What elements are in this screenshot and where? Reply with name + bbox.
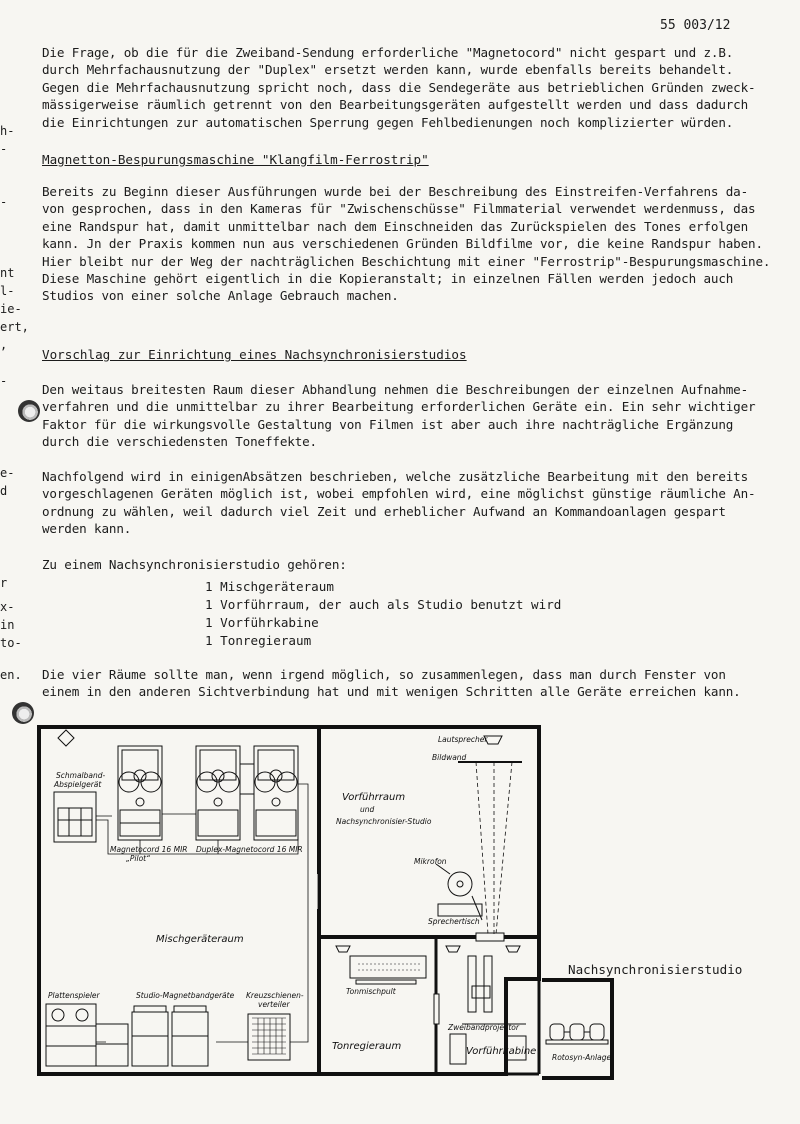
text-line: Die vier Räume sollte man, wenn irgend möglich, so zusammenlegen, dass man durch Fenster von (42, 667, 726, 682)
text-line: Die Frage, ob die für die Zweiband-Sendung erforderliche "Magnetocord" nicht gespart und z.B. (42, 45, 734, 60)
paragraph (42, 44, 772, 131)
loudspeaker (336, 946, 350, 952)
text-line: kann. Jn der Praxis kommen nun aus verschiedenen Gründen Bildfilme vor, die keine Randspur haben. (42, 236, 763, 252)
floor-plan-title: Nachsynchronisierstudio (568, 962, 743, 977)
outer-wall (39, 727, 539, 1074)
label-screen: Bildwand (432, 753, 467, 762)
list-intro: Zu einem Nachsynchronisierstudio gehören: (42, 557, 347, 572)
margin-note: ert, (0, 320, 29, 334)
text-line: mässigerweise räumlich getrennt von den Bearbeitungsgeräten aufgestellt werden und dass dadurch (42, 97, 749, 113)
label-record-player: Plattenspieler (48, 991, 100, 1000)
margin-note: , (0, 338, 8, 352)
margin-note: ie- (0, 302, 22, 316)
margin-note: h- (0, 124, 15, 138)
label-speaker: Lautsprecher (438, 735, 488, 744)
paragraph (42, 183, 772, 305)
text-line: ordnung zu wählen, weil dadurch viel Zeit und erheblicher Aufwand an Kommandoanlagen gespart (42, 503, 726, 519)
label-crossbar: verteiler (258, 1000, 290, 1009)
text-line: werden kann. (42, 521, 132, 537)
label-crossbar: Kreuzschienen- (246, 991, 304, 1000)
paragraph (42, 381, 772, 451)
record-player (46, 1004, 96, 1066)
margin-note: in (0, 618, 15, 632)
narrow-film-player (54, 792, 96, 842)
lamp-symbol (58, 730, 74, 746)
text-line: von gesprochen, dass in den Kameras für "Zwischenschüsse" Filmmaterial verwendet werdenmuss, das (42, 201, 756, 217)
margin-note: - (0, 142, 8, 156)
label-studio-tape: Studio-Magnetbandgeräte (136, 991, 235, 1000)
text-line: Nachfolgend wird in einigenAbsätzen beschrieben, welche zusätzliche Bearbeitung mit den bereits (42, 469, 749, 484)
margin-note: x- (0, 600, 15, 614)
paragraph (42, 468, 772, 538)
text-line: einem in den anderen Sichtverbindung hat und mit wenigen Schritten alle Geräte erreichen kann. (42, 684, 741, 700)
text-line: eine Randspur hat, damit unmittelbar nach dem Einschneiden das Zurückspielen des Tones erfolgen (42, 218, 749, 234)
room-mixing: Mischgeräteraum (156, 934, 244, 945)
list-item: 1 Tonregieraum (205, 633, 312, 648)
margin-note: r (0, 576, 8, 590)
room-projection-booth: Vorführkabine (466, 1046, 537, 1057)
duplex-magnetocord-machine (196, 746, 298, 840)
text-line: durch Mehrfachausnutzung der "Duplex" ersetzt werden kann, wurde ebenfalls bereits behandelt. (42, 62, 734, 78)
label-pilot: „Pilot“ (126, 854, 150, 863)
margin-note: en. (0, 668, 22, 682)
room-sound-control: Tonregieraum (332, 1041, 402, 1052)
rotosyn-room (540, 978, 614, 1080)
text-line: Diese Maschine gehört eigentlich in die Kopieranstalt; in einzelnen Fällen werden jedoch auch (42, 271, 734, 287)
text-line: vorgeschlagenen Geräten möglich ist, wobei empfohlen wird, eine möglichst günstige räumliche An- (42, 486, 756, 502)
text-line: verfahren und die unmittelbar zu ihrer Bearbeitung erforderlichen Geräte ein. Ein sehr wichtiger (42, 399, 756, 415)
room-projection: Vorführraum (342, 792, 406, 803)
label-narrow-film-player: Schmalband- (56, 771, 106, 780)
label-microphone: Mikrofon (414, 857, 447, 866)
floor-plan (36, 724, 542, 1078)
label-rotosyn: Rotosyn-Anlage (552, 1053, 612, 1062)
text-line: Gegen die Mehrfachausnutzung spricht noch, dass die Sendegeräte aus betrieblichen Gründen zweck- (42, 79, 756, 95)
microphone (448, 872, 472, 896)
text-line: Studios von einer solche Anlage Gebrauch machen. (42, 288, 399, 304)
mixing-console (350, 956, 426, 978)
text-line: Bereits zu Beginn dieser Ausführungen wurde bei der Beschreibung des Einstreifen-Verfahrens da- (42, 184, 749, 199)
section-heading: Vorschlag zur Einrichtung eines Nachsynchronisierstudios (42, 347, 467, 362)
punch-hole (12, 702, 34, 724)
projection-window (476, 933, 504, 941)
margin-note: - (0, 374, 8, 388)
label-duplex: Duplex-Magnetocord 16 MIR (196, 845, 303, 854)
text-line: Hier bleibt nur der Weg der nachträglichen Beschichtung mit einer "Ferrostrip"-Bespurungsmaschine. (42, 253, 771, 269)
crossbar-distributor (248, 1014, 290, 1060)
studio-tape-recorders (96, 1006, 208, 1066)
margin-note: - (0, 195, 8, 209)
projection-beam (476, 762, 512, 934)
room-projection-sub: und (360, 805, 375, 814)
margin-note: nt (0, 266, 15, 280)
room-projection-sub: Nachsynchronisier-Studio (336, 817, 432, 826)
speaker-desk (438, 904, 482, 916)
section-heading: Magnetton-Bespurungsmaschine "Klangfilm-Ferrostrip" (42, 152, 429, 167)
window (434, 994, 439, 1024)
list-item: 1 Mischgeräteraum (205, 579, 334, 594)
margin-note: l- (0, 284, 15, 298)
text-line: Den weitaus breitesten Raum dieser Abhandlung nehmen die Beschreibungen der einzelnen Aufnahme- (42, 382, 749, 397)
margin-note: d (0, 484, 8, 498)
rotosyn-installation (546, 1024, 608, 1044)
text-line: Faktor für die wirkungsvolle Gestaltung von Filmen ist aber auch ihre nachträgliche Ergänzung (42, 416, 734, 432)
margin-note: e- (0, 466, 15, 480)
list-item: 1 Vorführkabine (205, 615, 319, 630)
label-mixer: Tonmischpult (346, 987, 396, 996)
label-narrow-film-player: Abspielgerät (54, 780, 102, 789)
text-line: die Einrichtungen zur automatischen Sperrung gegen Fehlbedienungen noch komplizierter würden. (42, 114, 734, 130)
label-twin-projector: Zweibandprojektor (448, 1023, 519, 1032)
twin-projector (468, 956, 476, 1012)
list-item: 1 Vorführraum, der auch als Studio benutzt wird (205, 597, 562, 612)
label-magnetocord: Magnetocord 16 MIR (110, 845, 188, 854)
paragraph (42, 666, 772, 701)
magnetocord-machine (118, 746, 162, 840)
margin-note: to- (0, 636, 22, 650)
page-number: 55 003/12 (660, 18, 731, 33)
punch-hole (18, 400, 40, 422)
text-line: durch die verschiedensten Toneffekte. (42, 434, 317, 450)
label-speaker-desk: Sprechertisch (428, 917, 480, 926)
